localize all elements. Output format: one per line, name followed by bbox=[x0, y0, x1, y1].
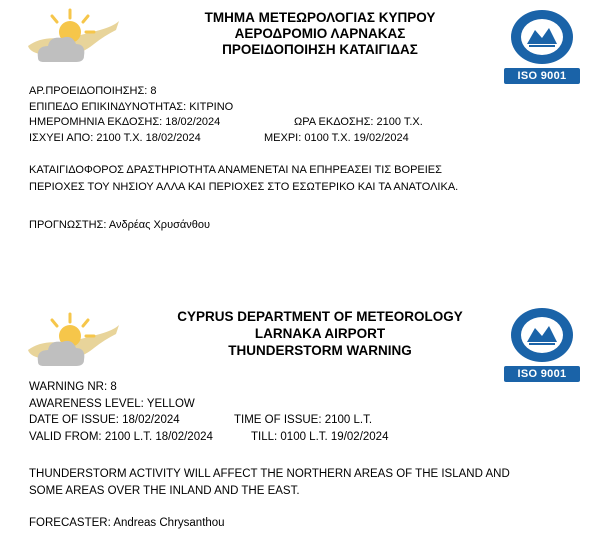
iso-label: ISO 9001 bbox=[504, 68, 580, 84]
certification-seal-icon bbox=[509, 306, 575, 364]
awareness-level: ΕΠΙΠΕΔΟ ΕΠΙΚΙΝΔΥΝΟΤΗΤΑΣ: ΚΙΤΡΙΝΟ bbox=[29, 100, 234, 113]
department-title: CYPRUS DEPARTMENT OF METEOROLOGY bbox=[177, 309, 463, 324]
message-line: ΚΑΤΑΙΓΙΔΟΦΟΡΟΣ ΔΡΑΣΤΗΡΙΟΤΗΤΑ ΑΝΑΜΕΝΕΤΑΙ ΝΑ ΕΠΗΡΕΑΣΕΙ ΤΙΣ ΒΟΡΕΙΕΣ bbox=[29, 164, 442, 176]
greek-warning-section bbox=[0, 0, 600, 260]
warning-number: WARNING NR: 8 bbox=[29, 381, 117, 393]
warning-details bbox=[29, 379, 388, 445]
warning-number: ΑΡ.ΠΡΟΕΙΔΟΠΟΙΗΣΗΣ: 8 bbox=[29, 85, 157, 97]
validity-row bbox=[29, 131, 423, 147]
valid-till: ΜΕΧΡΙ: 0100 Τ.Χ. 19/02/2024 bbox=[264, 131, 409, 144]
iso-label: ISO 9001 bbox=[504, 366, 580, 382]
awareness-level: AWARENESS LEVEL: YELLOW bbox=[29, 397, 195, 410]
iso-badge bbox=[504, 306, 580, 382]
time-of-issue: TIME OF ISSUE: 2100 L.T. bbox=[234, 414, 373, 426]
department-title: ΤΜΗΜΑ ΜΕΤΕΩΡΟΛΟΓΙΑΣ ΚΥΠΡΟΥ bbox=[204, 10, 436, 25]
issue-row bbox=[29, 115, 423, 131]
date-of-issue: ΗΜΕΡΟΜΗΝΙΑ ΕΚΔΟΣΗΣ: 18/02/2024 bbox=[29, 116, 221, 128]
validity-row bbox=[29, 429, 388, 446]
weather-logo-icon bbox=[22, 310, 122, 382]
time-of-issue: ΩΡΑ ΕΚΔΟΣΗΣ: 2100 Τ.Χ. bbox=[294, 116, 423, 128]
certification-seal-icon bbox=[509, 8, 575, 66]
warning-message bbox=[29, 466, 589, 500]
weather-logo-icon bbox=[22, 6, 122, 78]
warning-message bbox=[29, 162, 589, 196]
airport-title: ΑΕΡΟΔΡΟΜΙΟ ΛΑΡΝΑΚΑΣ bbox=[234, 26, 406, 41]
iso-badge bbox=[504, 8, 580, 84]
message-line: THUNDERSTORM ACTIVITY WILL AFFECT THE NORTHERN AREAS OF THE ISLAND AND bbox=[29, 468, 510, 480]
forecaster: FORECASTER: Andreas Chrysanthou bbox=[29, 517, 225, 529]
airport-title: LARNAKA AIRPORT bbox=[254, 326, 386, 341]
warning-title: ΠΡΟΕΙΔΟΠΟΙΗΣΗ ΚΑΤΑΙΓΙΔΑΣ bbox=[222, 42, 418, 57]
valid-till: TILL: 0100 L.T. 19/02/2024 bbox=[251, 430, 389, 443]
page-header bbox=[145, 308, 495, 359]
valid-from: ΙΣΧΥΕΙ ΑΠΟ: 2100 Τ.Χ. 18/02/2024 bbox=[29, 131, 201, 144]
english-warning-section bbox=[0, 296, 600, 542]
warning-details bbox=[29, 84, 423, 146]
message-line: SOME AREAS OVER THE INLAND AND THE EAST. bbox=[29, 485, 300, 497]
message-line: ΠΕΡΙΟΧΕΣ ΤΟΥ ΝΗΣΙΟΥ ΑΛΛΑ ΚΑΙ ΠΕΡΙΟΧΕΣ ΣΤΟ ΕΣΩΤΕΡΙΚΟ ΚΑΙ ΤΑ ΑΝΑΤΟΛΙΚΑ. bbox=[29, 181, 459, 193]
issue-row bbox=[29, 412, 388, 429]
date-of-issue: DATE OF ISSUE: 18/02/2024 bbox=[29, 414, 180, 426]
valid-from: VALID FROM: 2100 L.T. 18/02/2024 bbox=[29, 430, 213, 443]
page-header bbox=[145, 10, 495, 58]
forecaster: ΠΡΟΓΝΩΣΤΗΣ: Ανδρέας Χρυσάνθου bbox=[29, 219, 210, 231]
warning-title: THUNDERSTORM WARNING bbox=[228, 343, 412, 358]
